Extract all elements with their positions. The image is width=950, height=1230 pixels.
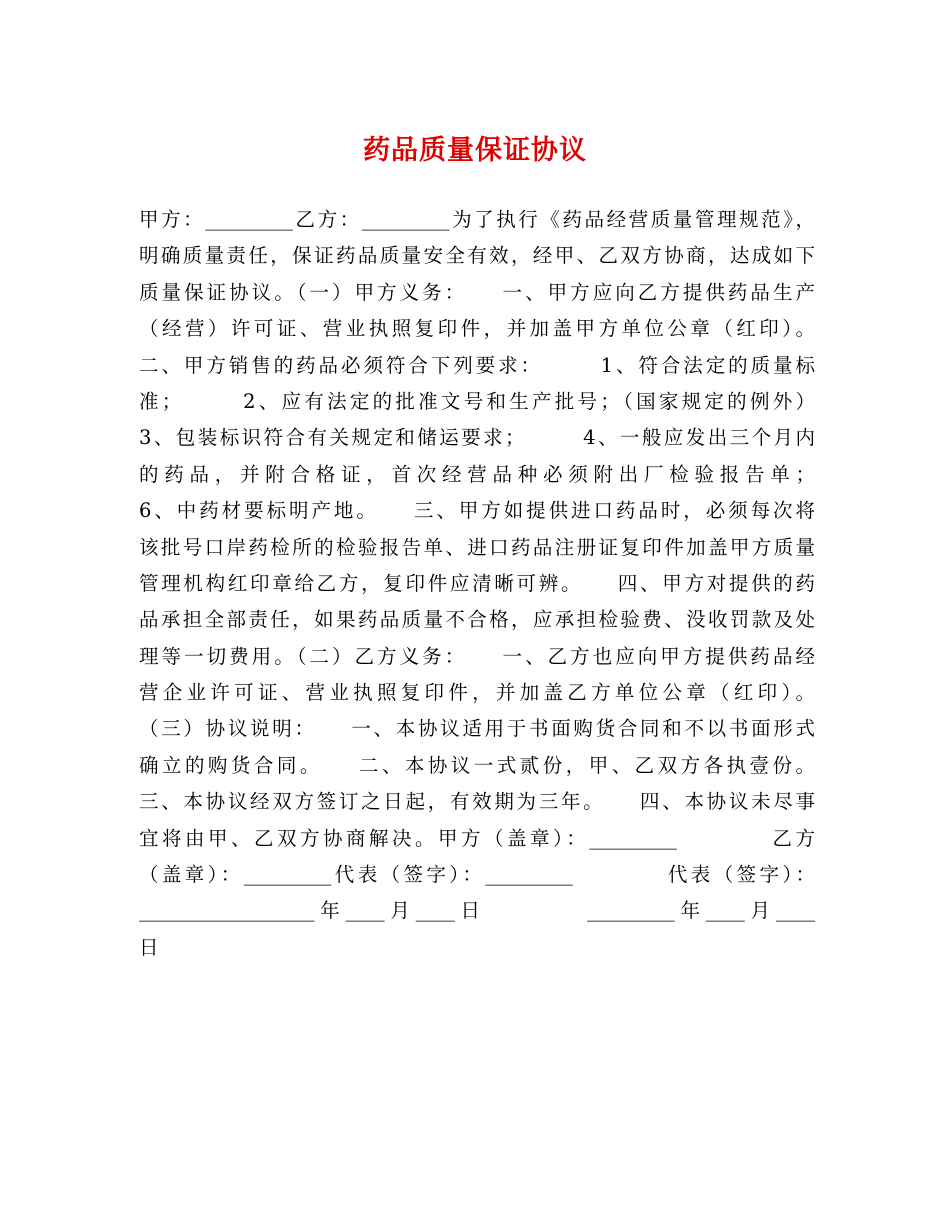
body-line: 6、中药材要标明产地。 三、甲方如提供进口药品时，必须每次将 [139, 499, 815, 523]
body-line: （盖章）：_________代表（签字）：_________ 代表（签字）： [139, 863, 815, 887]
body-line: 明确质量责任，保证药品质量安全有效，经甲、乙双方协商，达成如下 [139, 244, 815, 268]
body-line: 确立的购货合同。 二、本协议一式贰份，甲、乙双方各执壹份。 [139, 753, 815, 777]
body-line: 管理机构红印章给乙方，复印件应清晰可辨。 四、甲方对提供的药 [139, 571, 815, 595]
body-line: 宜将由甲、乙双方协商解决。甲方（盖章）：_________ 乙方 [139, 826, 815, 850]
body-line: 营企业许可证、营业执照复印件，并加盖乙方单位公章（红印）。 [139, 681, 815, 705]
body-line: （三）协议说明： 一、本协议适用于书面购货合同和不以书面形式 [139, 717, 815, 741]
body-line: （经营）许可证、营业执照复印件，并加盖甲方单位公章（红印）。 [139, 317, 815, 341]
body-line: 二、甲方销售的药品必须符合下列要求： 1、符合法定的质量标 [139, 353, 815, 377]
body-line: 日 [139, 935, 159, 959]
body-line: 品承担全部责任，如果药品质量不合格，应承担检验费、没收罚款及处 [139, 608, 815, 632]
body-line: 3、包装标识符合有关规定和储运要求； 4、一般应发出三个月内 [139, 426, 815, 450]
body-line: 三、本协议经双方签订之日起，有效期为三年。 四、本协议未尽事 [139, 790, 815, 814]
body-line: 质量保证协议。（一）甲方义务： 一、甲方应向乙方提供药品生产 [139, 280, 815, 304]
body-line: 该批号口岸药检所的检验报告单、进口药品注册证复印件加盖甲方质量 [139, 535, 815, 559]
body-line: __________________年____月____日 _________年____月____ [139, 899, 815, 923]
body-line: 理等一切费用。（二）乙方义务： 一、乙方也应向甲方提供药品经 [139, 644, 815, 668]
body-line: 的药品，并附合格证，首次经营品种必须附出厂检验报告单； [139, 462, 815, 486]
body-line: 准； 2、应有法定的批准文号和生产批号；（国家规定的例外） [139, 389, 815, 413]
agreement-body [139, 202, 815, 966]
body-line: 甲方：_________乙方：_________为了执行《药品经营质量管理规范》， [139, 208, 815, 231]
document-title: 药品质量保证协议 [363, 135, 587, 166]
